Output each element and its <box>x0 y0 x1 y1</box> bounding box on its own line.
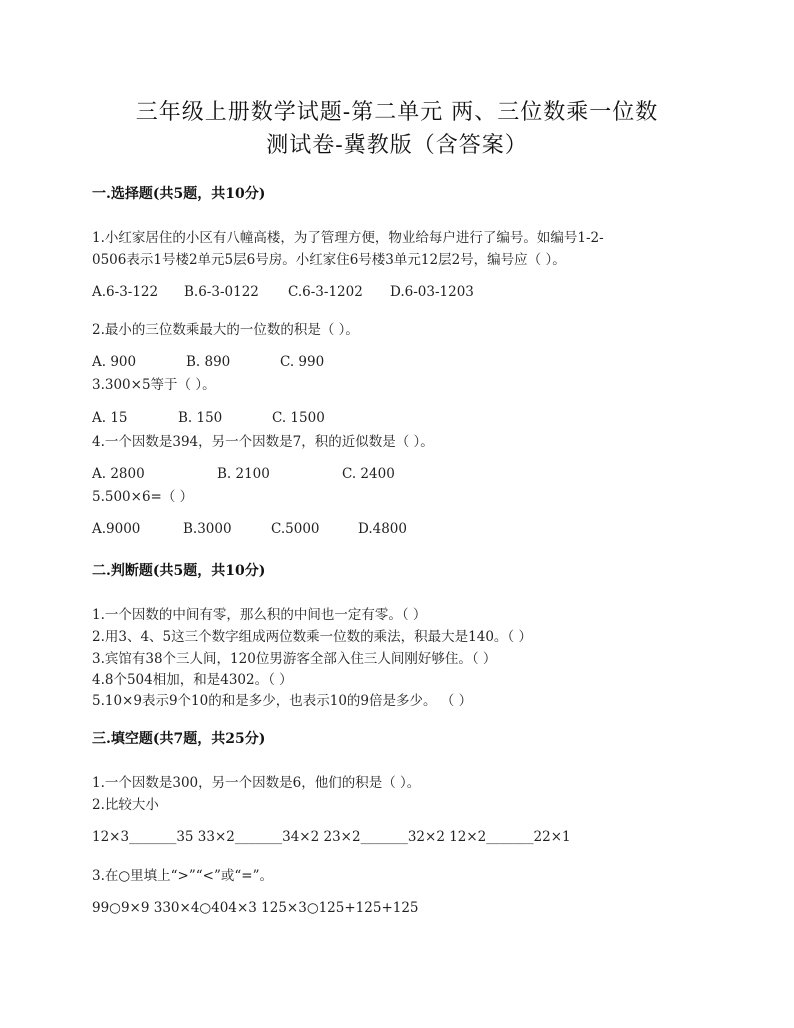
judgement-item-2: 2.用3、4、5这三个数字组成两位数乘一位数的乘法，积最大是140。（ ） <box>92 629 532 645</box>
option-c: C. 990 <box>280 354 325 370</box>
option-a: A. 15 <box>92 410 128 426</box>
page-title-line2: 测试卷-冀教版（含答案） <box>266 133 528 158</box>
question-3-text: 3.300×5等于（ ）。 <box>92 377 216 393</box>
option-a: A. 2800 <box>92 466 145 482</box>
fill-question-1: 1.一个因数是300，另一个因数是6，他们的积是（ ）。 <box>92 775 421 791</box>
compare-circle-row: 99○9×9 330×4○404×3 125×3○125+125+125 <box>92 900 419 916</box>
section-heading-fill-blank: 三.填空题(共7题，共25分) <box>92 731 266 747</box>
option-c: C.5000 <box>271 521 320 537</box>
fill-question-3: 3.在○里填上“>”“<”或“=”。 <box>92 868 274 884</box>
question-5-text: 5.500×6=（ ） <box>92 489 194 505</box>
option-a: A.6-3-122 <box>92 284 159 300</box>
option-b: B.3000 <box>183 521 232 537</box>
page-title-line1: 三年级上册数学试题-第二单元 两、三位数乘一位数 <box>135 100 659 125</box>
option-d: D.6-03-1203 <box>390 284 474 300</box>
question-1-line2: 0506表示1号楼2单元5层6号房。小红家住6号楼3单元12层2号，编号应（ ）。 <box>92 252 566 268</box>
judgement-item-4: 4.8个504相加，和是4302。（ ） <box>92 672 293 688</box>
judgement-item-1: 1.一个因数的中间有零，那么积的中间也一定有零。（ ） <box>92 607 427 623</box>
option-a: A.9000 <box>92 521 141 537</box>
question-2-text: 2.最小的三位数乘最大的一位数的积是（ ）。 <box>92 322 359 338</box>
option-b: B. 2100 <box>217 466 270 482</box>
option-b: B. 890 <box>186 354 231 370</box>
section-heading-choice: 一.选择题(共5题，共10分) <box>92 186 266 202</box>
section-heading-judgement: 二.判断题(共5题，共10分) <box>92 563 266 579</box>
compare-size-row: 12×3_______35 33×2_______34×2 23×2_______32×2 12×2_______22×1 <box>92 829 571 845</box>
fill-question-2: 2.比较大小 <box>92 797 159 813</box>
option-c: C. 1500 <box>272 410 325 426</box>
question-1-line1: 1.小红家居住的小区有八幢高楼，为了管理方便，物业给每户进行了编号。如编号1-2- <box>92 230 604 246</box>
question-4-text: 4.一个因数是394，另一个因数是7，积的近似数是（ ）。 <box>92 434 434 450</box>
option-c: C. 2400 <box>342 466 395 482</box>
option-d: D.4800 <box>358 521 407 537</box>
option-b: B.6-3-0122 <box>184 284 259 300</box>
option-c: C.6-3-1202 <box>288 284 363 300</box>
option-b: B. 150 <box>178 410 223 426</box>
judgement-item-3: 3.宾馆有38个三人间，120位男游客全部入住三人间刚好够住。（ ） <box>92 651 497 667</box>
option-a: A. 900 <box>92 354 137 370</box>
judgement-item-5: 5.10×9表示9个10的和是多少，也表示10的9倍是多少。 （ ） <box>92 693 473 709</box>
